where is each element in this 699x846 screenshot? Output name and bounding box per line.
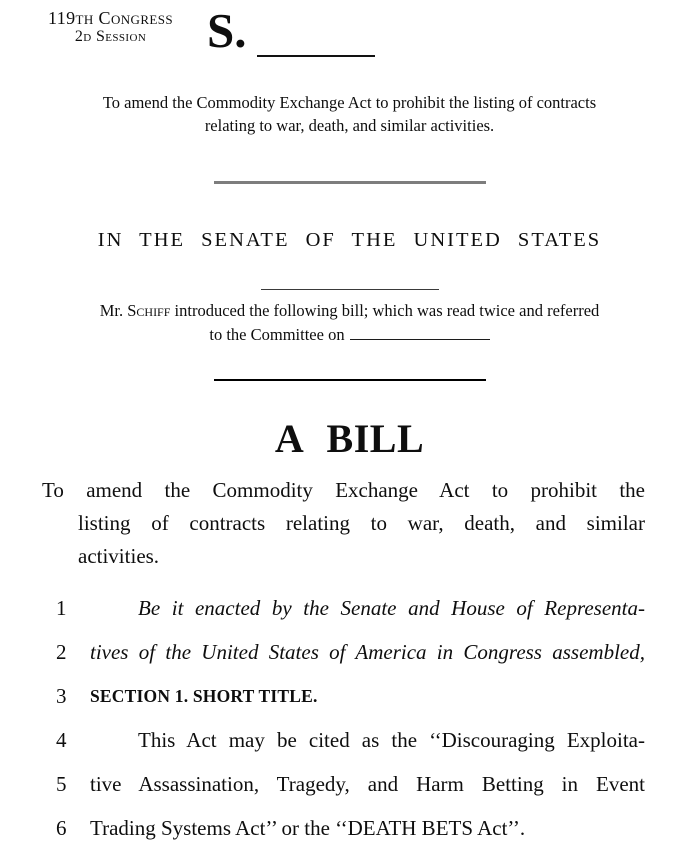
line-number: 4 [56, 728, 67, 752]
long-title-line-1: To amend the Commodity Exchange Act to prohibit the [42, 478, 645, 502]
bill-body-line [0, 806, 699, 846]
bill-body-line [0, 718, 699, 762]
session-label: 2d Session [74, 28, 147, 45]
sponsor-prefix: Mr. [99, 301, 124, 320]
bill-body-line [0, 586, 699, 630]
bill-header [0, 0, 699, 57]
action-line-2 [0, 323, 699, 347]
bill-heading: A BILL [274, 416, 425, 461]
title-divider-rule [214, 379, 486, 381]
line-number: 6 [56, 816, 67, 840]
line-number: 2 [56, 640, 67, 664]
long-title-line-3: activities. [78, 544, 160, 568]
committee-text: to the Committee on [209, 324, 345, 344]
line-number: 5 [56, 772, 67, 796]
congress-label: 119th Congress [48, 8, 174, 28]
line-text: This Act may be cited as the ‘‘Discouraging Exploita- [138, 728, 645, 752]
bill-body-line [0, 630, 699, 674]
bill-number-block [207, 5, 375, 57]
summary-line-2: relating to war, death, and similar activities. [204, 116, 495, 135]
top-divider-rule [214, 181, 486, 184]
line-text: tive Assassination, Tragedy, and Harm Betting in Event [90, 772, 645, 796]
summary-line-1: To amend the Commodity Exchange Act to prohibit the listing of contracts [102, 93, 597, 112]
line-text: Be it enacted by the Senate and House of Representa- [138, 596, 645, 620]
sponsor-action-paragraph [0, 299, 699, 346]
line-text: tives of the United States of America in Congress assembled, [90, 640, 645, 664]
long-title [0, 474, 699, 573]
line-text: Trading Systems Act’’ or the ‘‘DEATH BETS Act’’. [90, 816, 526, 840]
action-line-1 [0, 299, 699, 323]
congress-session-block [48, 5, 173, 46]
chamber-heading: IN THE SENATE OF THE UNITED STATES [97, 229, 602, 251]
line-text: SECTION 1. SHORT TITLE. [90, 686, 318, 706]
bill-body-line [0, 762, 699, 806]
bill-type-label: S. [207, 3, 247, 58]
committee-blank [350, 326, 490, 340]
sponsor-name: Schiff [127, 301, 171, 320]
line-number: 1 [56, 596, 67, 620]
line-number: 3 [56, 684, 67, 708]
long-title-line-2: listing of contracts relating to war, death, and similar [78, 511, 645, 535]
official-title-summary [0, 91, 699, 137]
bill-body [0, 586, 699, 846]
bill-body-line [0, 674, 699, 718]
action-text: introduced the following bill; which was read twice and referred [174, 301, 600, 320]
bill-number-blank [257, 5, 375, 57]
action-divider-rule [261, 289, 439, 290]
